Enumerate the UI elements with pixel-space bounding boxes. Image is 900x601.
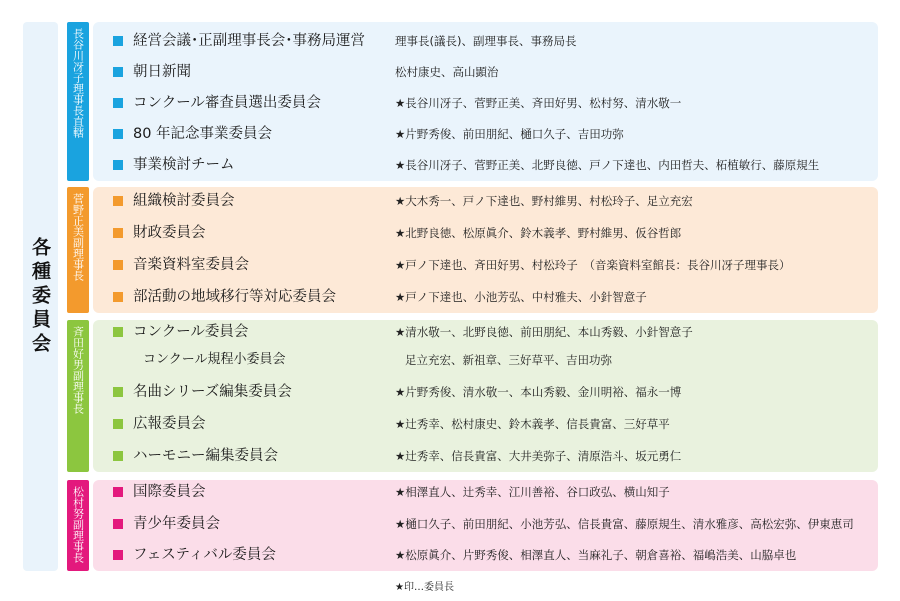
bullet-square-icon <box>113 419 123 429</box>
bullet-square-icon <box>113 327 123 337</box>
bullet-square-icon <box>113 550 123 560</box>
bullet-square-icon <box>113 196 123 206</box>
bullet-square-icon <box>113 260 123 270</box>
group-panel-green <box>93 320 878 472</box>
subcommittee-row <box>93 345 878 375</box>
bullet-square-icon <box>113 36 123 46</box>
committee-members: 足立充宏、新祖章、三好草平、吉田功弥 <box>405 353 612 367</box>
footnote: ★印…委員長 <box>395 582 454 593</box>
group-tab-orange <box>67 187 89 313</box>
committee-members: ★辻秀幸、松村康史、鈴木義孝、信長貴富、三好草平 <box>395 417 670 431</box>
committee-title: ハーモニー編集委員会 <box>133 448 278 464</box>
group-label: 松村努副理事長 <box>71 486 85 563</box>
committee-row <box>93 509 878 539</box>
group-tab-pink <box>67 480 89 571</box>
group-panel-blue <box>93 22 878 181</box>
committee-row <box>93 57 878 87</box>
committee-members: ★大木秀一、戸ノ下達也、野村維男、村松玲子、足立充宏 <box>395 194 693 208</box>
committee-row <box>93 119 878 149</box>
committee-row <box>93 150 878 180</box>
committee-members: ★長谷川冴子、菅野正美、斉田好男、松村努、清水敬一 <box>395 96 682 110</box>
committee-title: コンクール規程小委員会 <box>143 352 286 367</box>
committee-row <box>93 441 878 471</box>
committee-row <box>93 186 878 216</box>
committee-members: ★辻秀幸、信長貴富、大井美弥子、清原浩斗、坂元勇仁 <box>395 449 682 463</box>
bullet-square-icon <box>113 451 123 461</box>
committee-title: 80 年記念事業委員会 <box>133 126 273 142</box>
bullet-square-icon <box>113 160 123 170</box>
committee-title: 国際委員会 <box>133 484 206 500</box>
committee-row <box>93 477 878 507</box>
bullet-square-icon <box>113 67 123 77</box>
committee-members: 理事長(議長)、副理事長、事務局長 <box>395 34 577 48</box>
committee-title: 経営会議･正副理事長会･事務局運営 <box>133 33 365 49</box>
bullet-square-icon <box>113 519 123 529</box>
committee-title: 事業検討チーム <box>133 157 235 173</box>
group-label: 長谷川冴子理事長直轄 <box>71 28 85 138</box>
committee-members: ★樋口久子、前田朋紀、小池芳弘、信長貴富、藤原規生、清水雅彦、高松宏弥、伊東恵司 <box>395 517 854 531</box>
committee-members: 松村康史、高山顕治 <box>395 65 499 79</box>
committee-title: 組織検討委員会 <box>133 193 235 209</box>
committee-title: コンクール委員会 <box>133 324 249 340</box>
group-panel-pink <box>93 480 878 571</box>
main-label-text: 各種委員会 <box>29 236 51 357</box>
bullet-square-icon <box>113 129 123 139</box>
committee-title: 名曲シリーズ編集委員会 <box>133 384 292 400</box>
committee-title: 広報委員会 <box>133 416 206 432</box>
committee-title: コンクール審査員選出委員会 <box>133 95 321 111</box>
committee-row <box>93 282 878 312</box>
group-label: 菅野正美副理事長 <box>71 193 85 281</box>
committee-row <box>93 540 878 570</box>
committee-title: 朝日新聞 <box>133 64 191 80</box>
committee-members: ★戸ノ下達也、小池芳弘、中村雅夫、小針智意子 <box>395 290 647 304</box>
bullet-square-icon <box>113 292 123 302</box>
committee-row <box>93 218 878 248</box>
group-label: 斉田好男副理事長 <box>71 326 85 414</box>
group-tab-blue <box>67 22 89 181</box>
committee-members: ★長谷川冴子、菅野正美、北野良徳、戸ノ下達也、内田哲夫、柘植敏行、藤原規生 <box>395 158 820 172</box>
committee-row <box>93 317 878 347</box>
committee-title: 音楽資料室委員会 <box>133 257 249 273</box>
committee-row <box>93 409 878 439</box>
committee-members: ★北野良徳、松原眞介、鈴木義孝、野村維男、仮谷哲郎 <box>395 226 682 240</box>
committee-members: ★片野秀俊、清水敬一、本山秀毅、金川明裕、福永一博 <box>395 385 682 399</box>
bullet-square-icon <box>113 487 123 497</box>
committee-row <box>93 88 878 118</box>
committee-title: 財政委員会 <box>133 225 206 241</box>
committee-members: ★戸ノ下達也、斉田好男、村松玲子 （音楽資料室館長：長谷川冴子理事長） <box>395 258 791 272</box>
committee-row <box>93 250 878 280</box>
bullet-square-icon <box>113 387 123 397</box>
committee-title: フェスティバル委員会 <box>133 547 276 563</box>
committee-members: ★片野秀俊、前田朋紀、樋口久子、吉田功弥 <box>395 127 624 141</box>
bullet-square-icon <box>113 98 123 108</box>
committee-members: ★松原眞介、片野秀俊、相澤直人、当麻礼子、朝倉喜裕、福嶋浩美、山脇卓也 <box>395 548 797 562</box>
main-label <box>23 22 58 571</box>
committee-members: ★相澤直人、辻秀幸、江川善裕、谷口政弘、横山知子 <box>395 485 670 499</box>
committee-title: 青少年委員会 <box>133 516 220 532</box>
committee-row <box>93 26 878 56</box>
committee-row <box>93 377 878 407</box>
committee-members: ★清水敬一、北野良徳、前田朋紀、本山秀毅、小針智意子 <box>395 325 693 339</box>
group-tab-green <box>67 320 89 472</box>
group-panel-orange <box>93 187 878 313</box>
bullet-square-icon <box>113 228 123 238</box>
committee-title: 部活動の地域移行等対応委員会 <box>133 289 336 305</box>
